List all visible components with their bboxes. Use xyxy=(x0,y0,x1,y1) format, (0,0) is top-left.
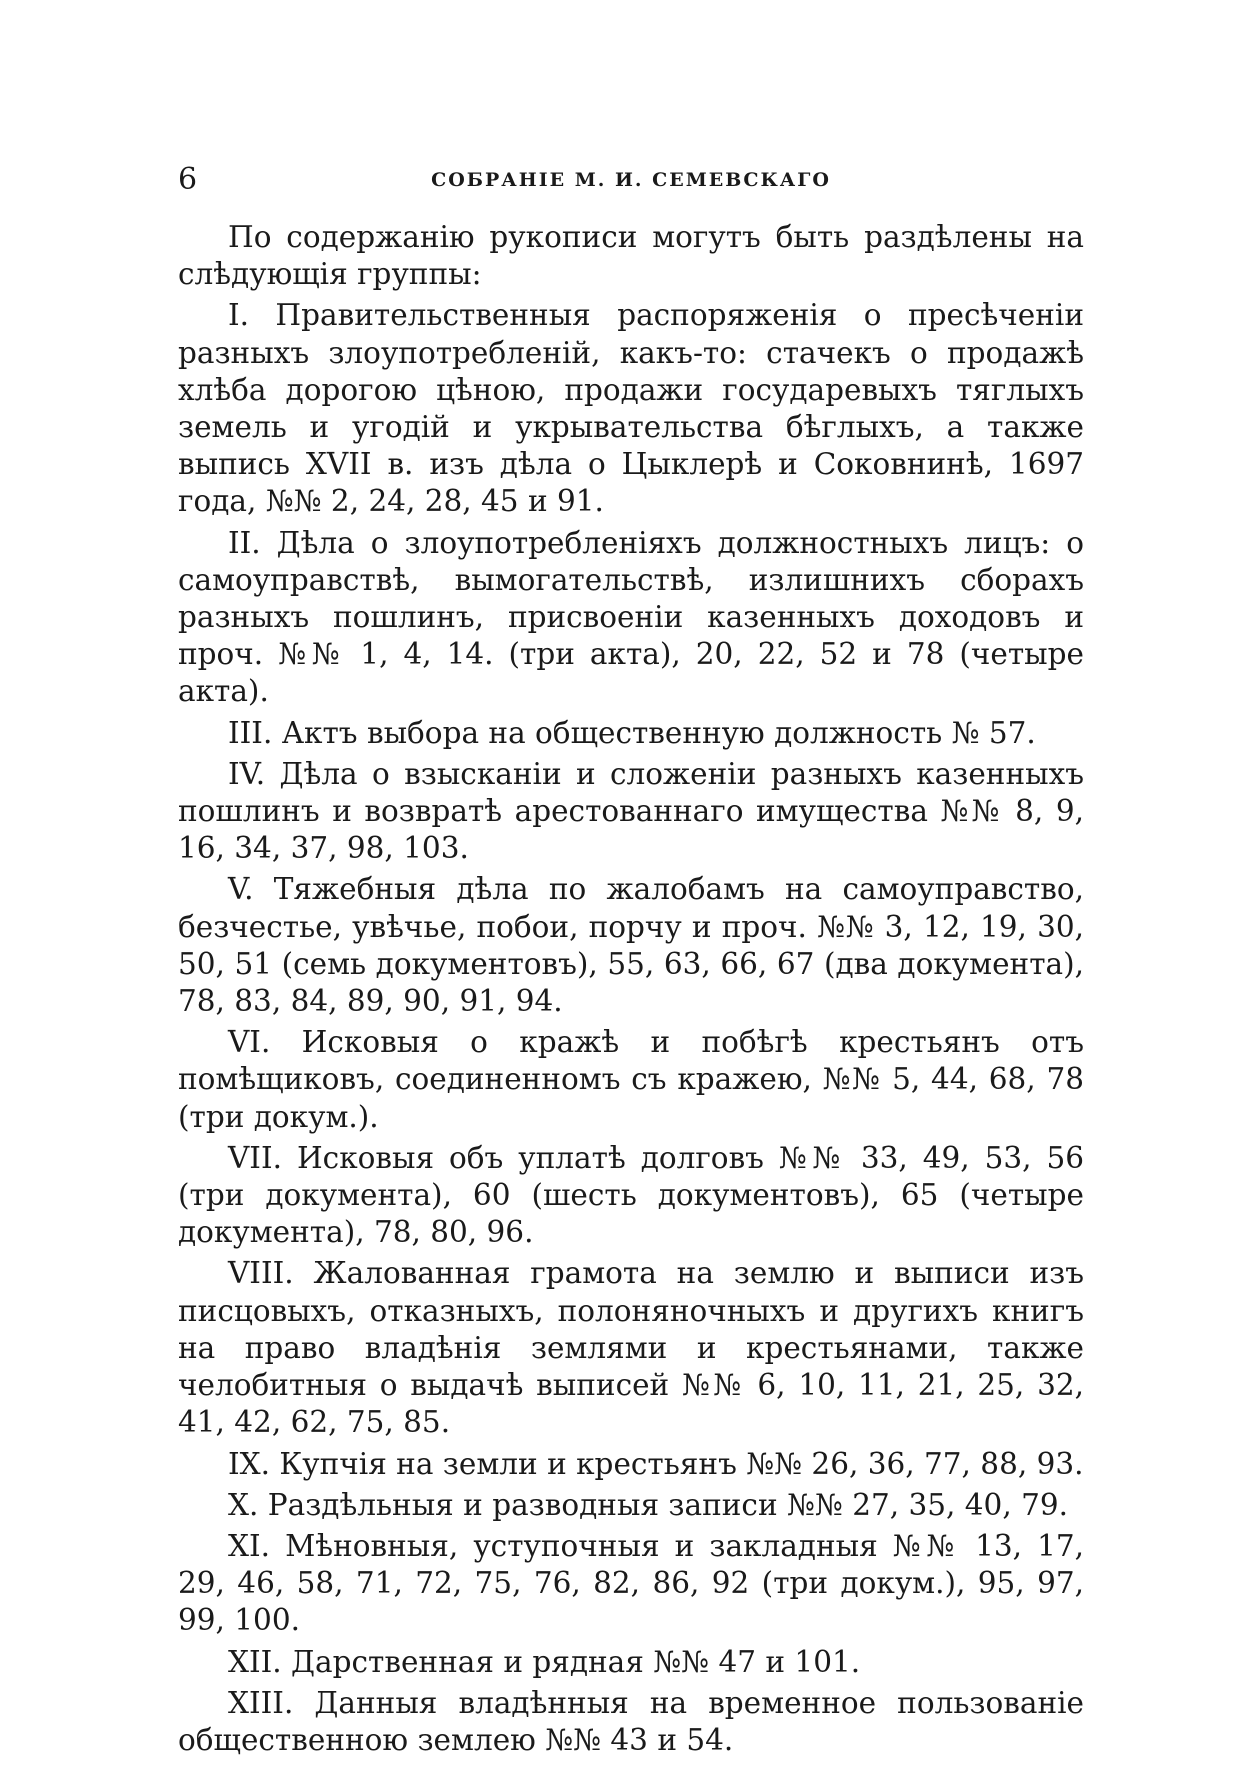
page-number: 6 xyxy=(178,162,198,197)
group-paragraph-11: XI. Мѣновныя, уступочныя и закладныя №№ 13, 17, 29, 46, 58, 71, 72, 75, 76, 82, 86, 92 (три докум.), 95, 97, 99, 100. xyxy=(178,1528,1084,1638)
group-paragraph-5: V. Тяжебныя дѣла по жалобамъ на самоуправство, безчестье, увѣчье, побои, порчу и проч. №№ 3, 12, 19, 30, 50, 51 (семь документовъ), 55, 63, 66, 67 (два документа), 78, 83, 84, 89, 90, 91, 94. xyxy=(178,872,1084,1019)
group-paragraph-2: II. Дѣла о злоупотребленіяхъ должностныхъ лицъ: о самоуправствѣ, вымогательствѣ, излишнихъ сборахъ разныхъ пошлинъ, присвоеніи казенныхъ доходовъ и проч. №№ 1, 4, 14. (три акта), 20, 22, 52 и 78 (четыре акта). xyxy=(178,525,1084,709)
running-title: СОБРАНІЕ М. И. СЕМЕВСКАГО xyxy=(431,169,831,191)
group-paragraph-13: XIII. Данныя владѣнныя на временное пользованіе общественною землею №№ 43 и 54. xyxy=(178,1685,1084,1757)
group-paragraph-9: IX. Купчія на земли и крестьянъ №№ 26, 36, 77, 88, 93. xyxy=(228,1446,1084,1481)
intro-paragraph: По содержанію рукописи могутъ быть раздѣлены на слѣдующія группы: xyxy=(178,220,1084,292)
group-paragraph-1: I. Правительственныя распоряженія о пресѣченіи разныхъ злоупотребленій, какъ-то: стачекъ о продажѣ хлѣба дорогою цѣною, продажи государевыхъ тяглыхъ земель и угодій и укрывательства бѣглыхъ, а также выпись XVII в. изъ дѣла о Цыклерѣ и Соковнинѣ, 1697 года, №№ 2, 24, 28, 45 и 91. xyxy=(178,298,1084,519)
group-paragraph-7: VII. Исковыя объ уплатѣ долговъ №№ 33, 49, 53, 56 (три документа), 60 (шесть документовъ), 65 (четыре документа), 78, 80, 96. xyxy=(178,1140,1084,1250)
group-paragraph-6: VI. Исковыя о кражѣ и побѣгѣ крестьянъ отъ помѣщиковъ, соединенномъ съ кражею, №№ 5, 44, 68, 78 (три докум.). xyxy=(178,1025,1084,1134)
group-paragraph-12: XII. Дарственная и рядная №№ 47 и 101. xyxy=(228,1644,861,1679)
running-head xyxy=(178,160,1084,200)
group-paragraph-3: III. Актъ выбора на общественную должность № 57. xyxy=(228,715,1036,750)
group-paragraph-10: X. Раздѣльныя и разводныя записи №№ 27, 35, 40, 79. xyxy=(228,1487,1068,1522)
group-paragraph-4: IV. Дѣла о взысканіи и сложеніи разныхъ казенныхъ пошлинъ и возвратѣ арестованнаго имущества №№ 8, 9, 16, 34, 37, 98, 103. xyxy=(178,756,1084,866)
body-text xyxy=(178,219,1084,1759)
group-paragraph-8: VIII. Жалованная грамота на землю и выписи изъ писцовыхъ, отказныхъ, полоняночныхъ и другихъ книгъ на право владѣнія землями и крестьянами, также челобитныя о выдачѣ выписей №№ 6, 10, 11, 21, 25, 32, 41, 42, 62, 75, 85. xyxy=(178,1256,1084,1440)
